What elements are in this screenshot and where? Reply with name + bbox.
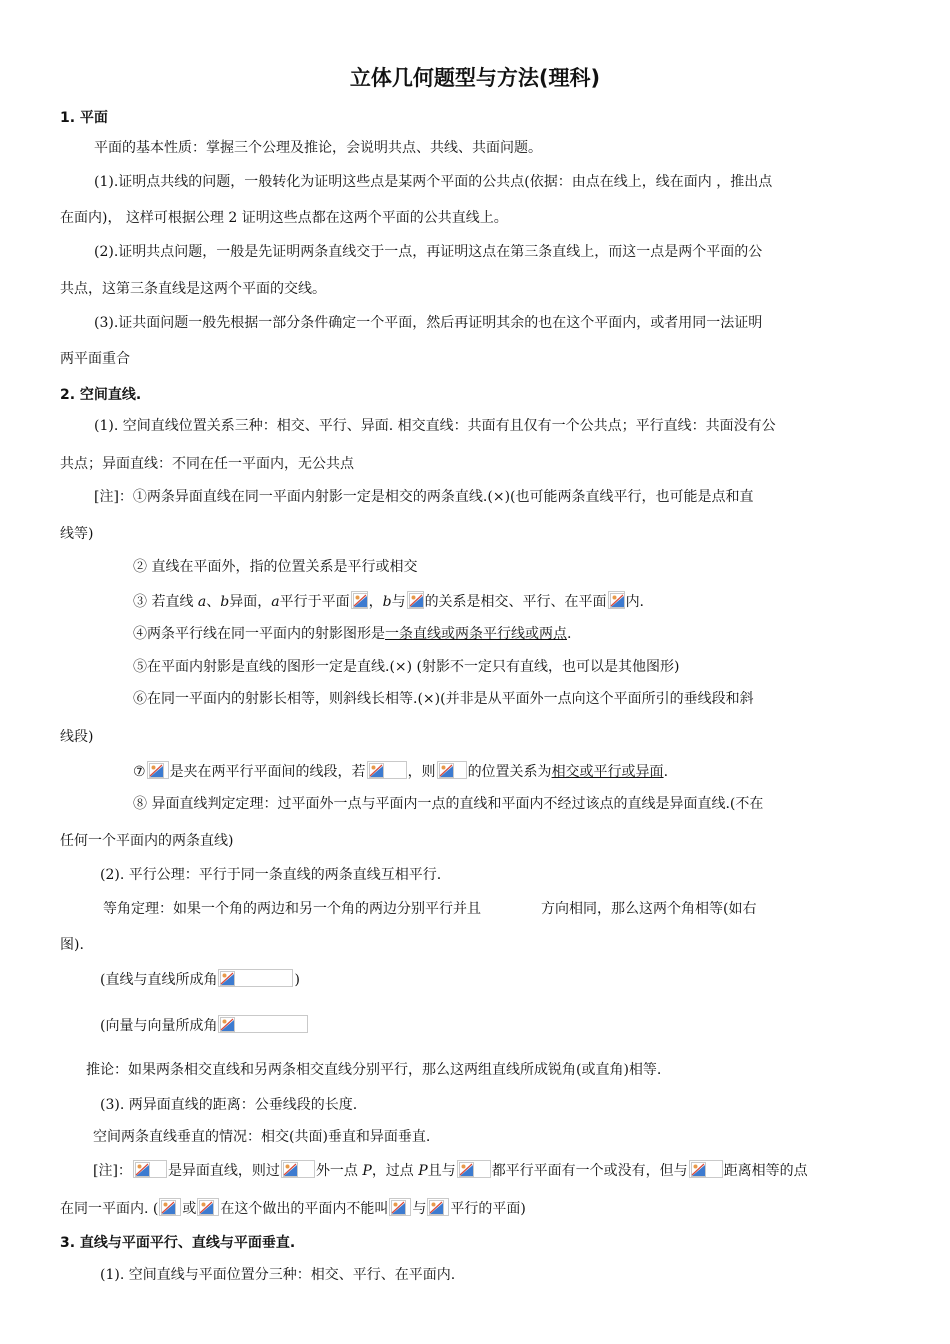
s2-note2: ② 直线在平面外，指的位置关系是平行或相交 xyxy=(133,559,418,575)
broken-image-icon xyxy=(218,969,293,987)
s2-note1-line1: [注]：①两条异面直线在同一平面内射影一定是相交的两条直线.(×)(也可能两条直线平行，也可能是点和直 xyxy=(94,489,754,505)
s2-note5: ⑤在平面内射影是直线的图形一定是直线.(×) (射影不一定只有直线，也可以是其他图形) xyxy=(133,659,680,675)
s2-note9-line2 xyxy=(60,1198,526,1218)
s3-p1: (1). 空间直线与平面位置分三种：相交、平行、在平面内. xyxy=(100,1267,456,1283)
broken-image-icon xyxy=(389,1198,411,1216)
angle-text: ) xyxy=(294,972,300,988)
broken-image-glyph xyxy=(161,1200,176,1215)
s1-intro: 平面的基本性质：掌握三个公理及推论，会说明共点、共线、共面问题。 xyxy=(94,140,542,156)
s2-note1-line2: 线等) xyxy=(60,526,94,542)
page-title: 立体几何题型与方法(理科) xyxy=(349,66,601,90)
broken-image-icon xyxy=(689,1160,723,1178)
note3-text: 平行于平面 xyxy=(279,594,350,610)
note9-text: [注]： xyxy=(93,1163,132,1179)
s2-note6-line2: 线段) xyxy=(60,729,94,745)
emphasis-dot-char: 点 xyxy=(557,691,572,707)
note7-text: 的位置关系为 xyxy=(467,764,552,780)
broken-image-icon xyxy=(197,1198,219,1216)
broken-image-glyph xyxy=(409,593,424,608)
angle-text: (向量与向量所成角 xyxy=(100,1018,218,1034)
equal-angle-text: 等角定理：如果一个角的两边和另一个角的两边分别平行并且 xyxy=(103,901,481,917)
section-1-heading: 1. 平面 xyxy=(60,110,108,126)
note9-text: 距离相等的点 xyxy=(723,1163,808,1179)
note9-text: 或 xyxy=(182,1201,197,1217)
s2-note9-line1 xyxy=(93,1160,808,1180)
s2-equal-angle-line1 xyxy=(103,900,756,918)
s1-p3-line2: 两平面重合 xyxy=(60,351,130,367)
note3-text: ， xyxy=(368,594,383,610)
broken-image-icon xyxy=(437,761,467,779)
note3-text: 异面， xyxy=(229,594,272,610)
section-2-heading: 2. 空间直线. xyxy=(60,387,142,403)
broken-image-glyph xyxy=(391,1200,406,1215)
note9-text: 与 xyxy=(412,1201,427,1217)
broken-image-glyph xyxy=(149,763,164,778)
broken-image-glyph xyxy=(353,593,368,608)
broken-image-glyph xyxy=(439,763,454,778)
broken-image-glyph xyxy=(220,1017,235,1032)
var-P: P xyxy=(418,1163,428,1179)
note3-text: 的关系是相交、平行、在平面 xyxy=(424,594,607,610)
s2-angle-line-line xyxy=(100,969,300,989)
angle-text: (直线与直线所成角 xyxy=(100,972,218,988)
note9-text: 是异面直线，则过 xyxy=(167,1163,280,1179)
section-3-heading: 3. 直线与平面平行、直线与平面垂直. xyxy=(60,1235,296,1251)
s2-p3: (3). 两异面直线的距离：公垂线段的长度. xyxy=(100,1097,358,1113)
var-b: b xyxy=(382,594,392,610)
s2-equal-angle-line2: 图). xyxy=(60,937,84,953)
s1-p1-line1: (1).证明点共线的问题，一般转化为证明这些点是某两个平面的公共点(依据：由点在线上，线在面内 ，推出点 xyxy=(94,174,773,190)
s2-note3 xyxy=(133,591,644,611)
note7-text: 是夹在两平行平面间的线段，若 xyxy=(169,764,366,780)
note3-text: ③ 若直线 xyxy=(133,594,198,610)
note3-text: 内. xyxy=(625,594,645,610)
broken-image-icon xyxy=(147,761,169,779)
broken-image-icon xyxy=(367,761,407,779)
broken-image-icon xyxy=(133,1160,167,1178)
broken-image-glyph xyxy=(283,1162,298,1177)
broken-image-icon xyxy=(407,591,424,609)
var-P: P xyxy=(362,1163,372,1179)
broken-image-icon xyxy=(608,591,625,609)
s2-corollary: 推论：如果两条相交直线和另两条相交直线分别平行，那么这两组直线所成锐角(或直角)相等. xyxy=(86,1062,662,1078)
s2-note6-line1 xyxy=(133,690,754,708)
broken-image-glyph xyxy=(135,1162,150,1177)
note9-text: 外一点 xyxy=(315,1163,363,1179)
note3-text: 与 xyxy=(391,594,406,610)
broken-image-icon xyxy=(159,1198,181,1216)
note9-text: ，过点 xyxy=(371,1163,419,1179)
note6-text: 向这个平面所引的垂线段和斜 xyxy=(571,691,754,707)
var-a: a xyxy=(197,594,207,610)
broken-image-glyph xyxy=(220,971,235,986)
note9-text: 平行的平面) xyxy=(450,1201,526,1217)
s2-note8-line1: ⑧ 异面直线判定定理：过平面外一点与平面内一点的直线和平面内不经过该点的直线是异面直线.(不在 xyxy=(133,796,764,812)
note7-answer: 相交或平行或异面 xyxy=(551,764,664,780)
note7-text: ⑦ xyxy=(133,764,146,780)
s2-p1-line1: (1). 空间直线位置关系三种：相交、平行、异面. 相交直线：共面有且仅有一个公共点；平行直线：共面没有公 xyxy=(94,418,776,434)
equal-angle-text: 方向相同，那么这两个角相等(如右 xyxy=(541,901,757,917)
note3-text: 、 xyxy=(206,594,221,610)
s1-p2-line2: 共点，这第三条直线是这两个平面的交线。 xyxy=(60,281,326,297)
var-b: b xyxy=(220,594,230,610)
s2-perpendicular: 空间两条直线垂直的情况：相交(共面)垂直和异面垂直. xyxy=(93,1129,431,1145)
s2-p2: (2). 平行公理：平行于同一条直线的两条直线互相平行. xyxy=(100,867,442,883)
note7-text: ，则 xyxy=(407,764,436,780)
s1-p1-line2: 在面内)， 这样可根据公理 2 证明这些点都在这两个平面的公共直线上。 xyxy=(60,210,508,226)
broken-image-glyph xyxy=(691,1162,706,1177)
s2-note7 xyxy=(133,761,668,781)
note4-text: . xyxy=(567,626,572,642)
note9-text: 都平行平面有一个或没有，但与 xyxy=(491,1163,688,1179)
note4-text: ④两条平行线在同一平面内的射影图形是 xyxy=(133,626,385,642)
broken-image-glyph xyxy=(610,593,625,608)
note9-text: 且与 xyxy=(427,1163,456,1179)
broken-image-icon xyxy=(218,1015,308,1033)
broken-image-icon xyxy=(281,1160,315,1178)
s2-note8-line2: 任何一个平面内的两条直线) xyxy=(60,833,234,849)
note9-text: 在同一平面内. ( xyxy=(60,1201,159,1217)
s1-p2-line1: (2).证明共点问题，一般是先证明两条直线交于一点，再证明这点在第三条直线上，而这一点是两个平面的公 xyxy=(94,244,763,260)
note6-text: ⑥在同一平面内的射影长相等，则斜线长相等.(×)(并非是从平面外一 xyxy=(133,691,558,707)
broken-image-icon xyxy=(457,1160,491,1178)
broken-image-glyph xyxy=(429,1200,444,1215)
s2-note4 xyxy=(133,625,571,643)
note4-answer: 一条直线或两条平行线或两点 xyxy=(385,626,567,642)
note9-text: 在这个做出的平面内不能叫 xyxy=(220,1201,389,1217)
broken-image-icon xyxy=(427,1198,449,1216)
s2-p1-line2: 共点；异面直线：不同在任一平面内，无公共点 xyxy=(60,456,354,472)
broken-image-glyph xyxy=(199,1200,214,1215)
broken-image-glyph xyxy=(459,1162,474,1177)
var-a: a xyxy=(271,594,280,610)
s1-p3-line1: (3).证共面问题一般先根据一部分条件确定一个平面，然后再证明其余的也在这个平面内，或者用同一法证明 xyxy=(94,315,763,331)
s2-angle-vector xyxy=(100,1015,309,1035)
broken-image-glyph xyxy=(369,763,384,778)
broken-image-icon xyxy=(351,591,368,609)
note7-text: . xyxy=(663,764,669,780)
